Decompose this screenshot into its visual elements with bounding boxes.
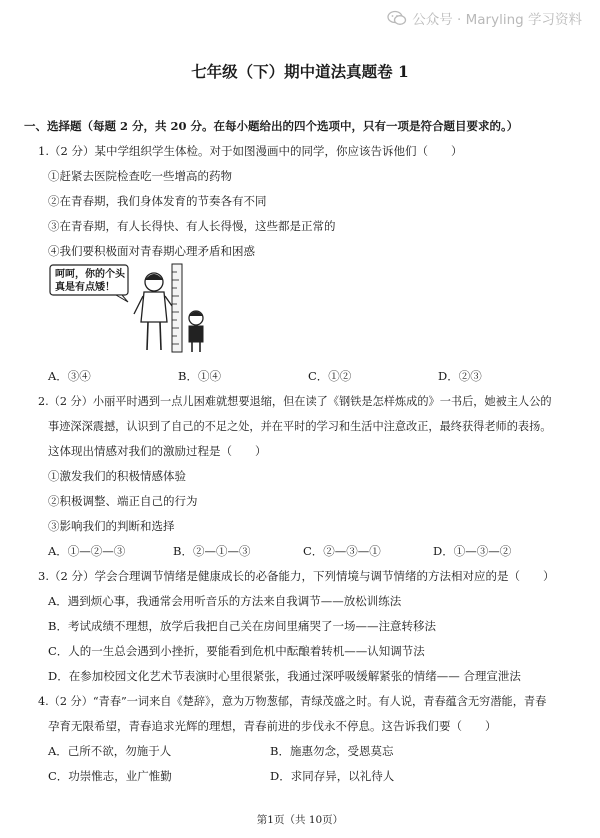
question-4-line-1: 4.（2 分）“青春”一词来自《楚辞》，意为万物葱郁，青绿茂盛之时。有人说，青春蕴含无穷潜能，青春 — [38, 695, 547, 708]
q1-option-a[interactable]: A．③④ — [48, 369, 91, 383]
q3-option-d[interactable]: D．在参加校园文化艺术节表演时心里很紧张，我通过深呼吸缓解紧张的情绪—— 合理宣泄法 — [48, 669, 521, 683]
q2-item-3: ③影响我们的判断和选择 — [48, 519, 175, 533]
question-2-line-3: 这体现出情感对我们的激励过程是（ ） — [48, 444, 267, 458]
q4-option-c[interactable]: C．功崇惟志，业广惟勤 — [48, 769, 172, 783]
q1-option-c[interactable]: C．①② — [308, 369, 352, 383]
q3-option-c[interactable]: C．人的一生总会遇到小挫折，要能看到危机中酝酿着转机——认知调节法 — [48, 644, 425, 658]
question-3-stem: 3.（2 分）学会合理调节情绪是健康成长的必备能力，下列情境与调节情绪的方法相对应的是（ ） — [38, 569, 555, 583]
q2-option-d[interactable]: D．①—③—② — [433, 544, 512, 558]
q1-option-b[interactable]: B．①④ — [178, 369, 221, 383]
q1-item-4: ④我们要积极面对青春期心理矛盾和困惑 — [48, 244, 255, 258]
watermark — [387, 8, 582, 28]
speech-bubble-line-2: 真是有点矮！ — [55, 282, 115, 293]
q1-item-2: ②在青春期，我们身体发育的节奏各有不同 — [48, 194, 267, 208]
wechat-icon — [387, 10, 407, 26]
q2-option-c[interactable]: C．②—③—① — [303, 544, 381, 558]
question-4-line-2: 孕育无限希望，青春追求光辉的理想，青春前进的步伐永不停息。这告诉我们要（ ） — [48, 719, 497, 733]
q2-option-a[interactable]: A．①—②—③ — [48, 544, 126, 558]
q2-item-2: ②积极调整、端正自己的行为 — [48, 494, 198, 508]
speech-bubble-line-1: 呵呵，你的个头 — [55, 269, 125, 280]
q4-option-b[interactable]: B．施惠勿念，受恩莫忘 — [270, 744, 394, 758]
cartoon-illustration — [46, 262, 216, 354]
q2-option-b[interactable]: B．②—①—③ — [173, 544, 251, 558]
q4-option-d[interactable]: D．求同存异，以礼待人 — [270, 769, 395, 783]
page-title: 七年级（下）期中道法真题卷 1 — [191, 62, 409, 81]
question-1-stem: 1.（2 分）某中学组织学生体检。对于如图漫画中的同学，你应该告诉他们（ ） — [38, 144, 463, 158]
q2-item-1: ①激发我们的积极情感体验 — [48, 469, 186, 483]
q1-item-3: ③在青春期，有人长得快、有人长得慢，这些都是正常的 — [48, 219, 336, 233]
question-2-line-2: 事迹深深震撼，认识到了自己的不足之处，并在平时的学习和生活中注意改正，最终获得老师的表扬。 — [48, 420, 552, 433]
q3-option-a[interactable]: A．遇到烦心事，我通常会用听音乐的方法来自我调节——放松训练法 — [48, 594, 402, 608]
q3-option-b[interactable]: B．考试成绩不理想，放学后我把自己关在房间里痛哭了一场——注意转移法 — [48, 619, 436, 633]
page-number: 第1页（共 10页） — [256, 814, 344, 826]
watermark-text: 公众号 · Maryling 学习资料 — [412, 12, 582, 28]
section-header: 一、选择题（每题 2 分，共 20 分。在每小题给出的四个选项中，只有一项是符合题目要求的。） — [24, 119, 519, 133]
q1-option-d[interactable]: D．②③ — [438, 369, 482, 383]
q1-item-1: ①赶紧去医院检查吃一些增高的药物 — [48, 169, 232, 183]
q4-option-a[interactable]: A．己所不欲，勿施于人 — [48, 744, 172, 758]
question-2-line-1: 2.（2 分）小丽平时遇到一点儿困难就想要退缩，但在读了《钢铁是怎样炼成的》一书后，她被主人公的 — [38, 395, 552, 408]
